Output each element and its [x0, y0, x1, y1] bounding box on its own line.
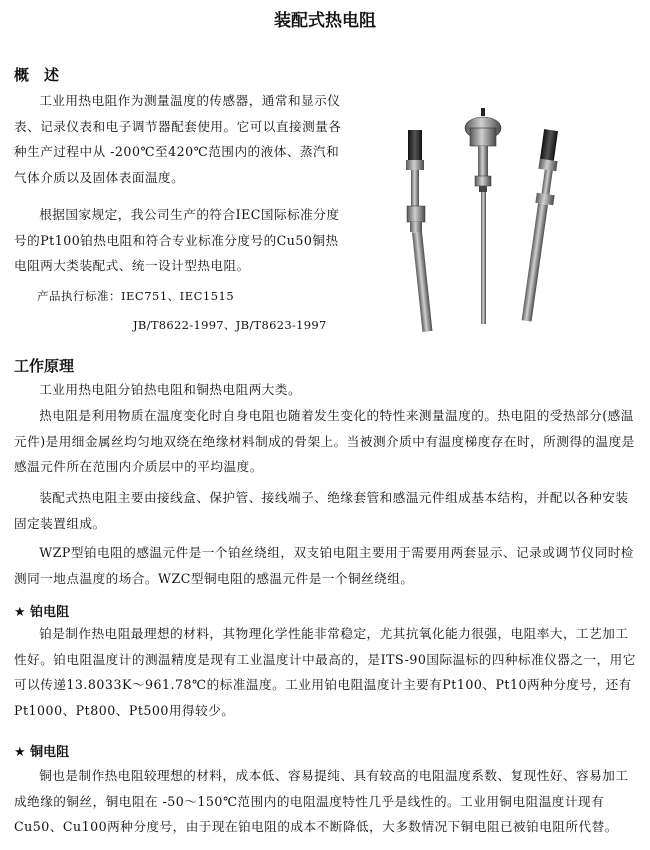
standards-line-2: JB/T8622-1997、JB/T8623-1997 — [133, 318, 327, 332]
overview-paragraph-2: 根据国家规定，我公司生产的符合IEC国际标准分度号的Pt100铂热电阻和符合专业标准分度号的Cu50铜热电阻两大类装配式、统一设计型热电阻。 — [14, 207, 340, 273]
principle-heading: 工作原理 — [14, 357, 75, 375]
overview-paragraph-1: 工业用热电阻作为测量温度的传感器，通常和显示仪表、记录仪表和电子调节器配套使用。它可以直接测量各种生产过程中从 -200℃至420℃范围内的液体、蒸汽和气体介质以及固体表面温度。 — [14, 93, 342, 185]
principle-paragraph-2: 热电阻是利用物质在温度变化时自身电阻也随着发生变化的特性来测量温度的。热电阻的受热部分(感温元件)是用细金属丝均匀地双绕在绝缘材料制成的骨架上。当被测介质中有温度梯度存在时，所测得的温度是感温元件所在范围内介质层中的平均温度。 — [14, 408, 635, 474]
page-title: 装配式热电阻 — [274, 11, 376, 31]
probe-middle — [465, 108, 501, 324]
principle-paragraph-1: 工业用热电阻分铂热电阻和铜热电阻两大类。 — [39, 382, 302, 397]
standards-line-1: 产品执行标准：IEC751、IEC1515 — [37, 289, 235, 303]
copper-heading: ★ 铜电阻 — [14, 745, 70, 760]
principle-paragraph-4: WZP型铂电阻的感温元件是一个铂丝绕组，双支铂电阻主要用于需要用两套显示、记录或调节仪同时检测同一地点温度的场合。WZC型铜电阻的感温元件是一个铜丝绕组。 — [14, 545, 634, 586]
probe-right — [522, 129, 558, 321]
overview-heading: 概 述 — [14, 66, 60, 84]
platinum-heading: ★ 铂电阻 — [14, 605, 70, 620]
probe-left — [406, 130, 432, 332]
platinum-paragraph: 铂是制作热电阻最理想的材料，其物理化学性能非常稳定，尤其抗氧化能力很强，电阻率大，工艺加工性好。铂电阻温度计的测温精度是现有工业温度计中最高的，是ITS-90国际温标的四种标准仪器之一，用它可以传递13.8033K～961.78℃的标准温度。工业用铂电阻温度计主要有Pt100、Pt10两种分度号，还有Pt1000、Pt800、Pt500用得较少。 — [14, 626, 636, 718]
copper-paragraph: 铜也是制作热电阻较理想的材料，成本低、容易提纯、具有较高的电阻温度系数、复现性好、容易加工成绝缘的铜丝，铜电阻在 -50～150℃范围内的电阻温度特性几乎是线性的。工业用铜电阻温度计现有Cu50、Cu100两种分度号，由于现在铂电阻的成本不断降低，大多数情况下铜电阻已被铂电阻所代替。 — [14, 768, 629, 834]
principle-paragraph-3: 装配式热电阻主要由接线盒、保护管、接线端子、绝缘套管和感温元件组成基本结构，并配以各种安装固定装置组成。 — [14, 490, 629, 531]
product-photo — [393, 108, 583, 338]
